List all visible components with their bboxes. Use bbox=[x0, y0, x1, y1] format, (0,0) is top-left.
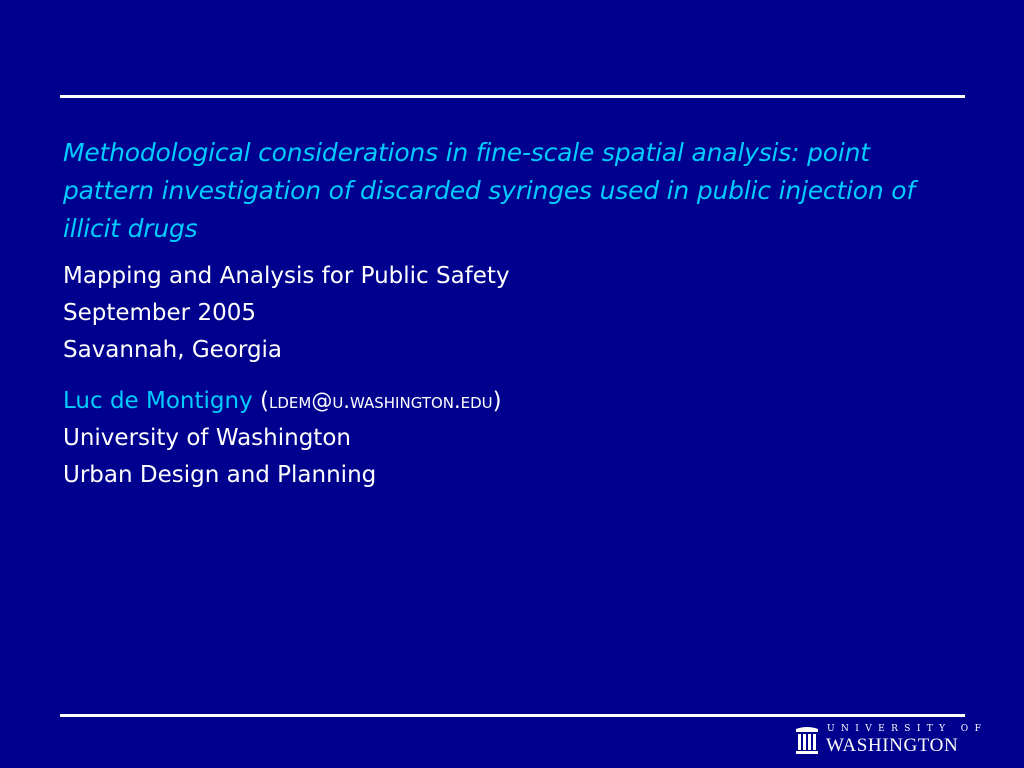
author-line bbox=[63, 383, 963, 420]
event-name: Mapping and Analysis for Public Safety bbox=[63, 263, 510, 289]
top-divider bbox=[60, 95, 965, 98]
event-info bbox=[63, 258, 963, 369]
event-location: Savannah, Georgia bbox=[63, 337, 283, 363]
university-logo bbox=[795, 722, 988, 758]
email-open-paren: ( bbox=[252, 388, 269, 414]
author-affiliation: University of Washington bbox=[63, 425, 351, 451]
author-department: Urban Design and Planning bbox=[63, 462, 377, 488]
bottom-divider bbox=[60, 714, 965, 717]
author-email: ldem@u.washington.edu bbox=[269, 389, 493, 413]
column-icon bbox=[795, 726, 819, 754]
logo-university-text: UNIVERSITY OF bbox=[827, 724, 988, 734]
email-close-paren: ) bbox=[492, 388, 502, 414]
slide-title: Methodological considerations in fine-scale spatial analysis: point pattern investigation of discarded syringes used in public injection of illicit drugs bbox=[63, 138, 915, 243]
event-date: September 2005 bbox=[63, 300, 256, 326]
author-info bbox=[63, 383, 963, 494]
author-name: Luc de Montigny bbox=[63, 388, 253, 414]
logo-washington-text: WASHINGTON bbox=[826, 735, 959, 756]
slide-content bbox=[63, 134, 963, 494]
